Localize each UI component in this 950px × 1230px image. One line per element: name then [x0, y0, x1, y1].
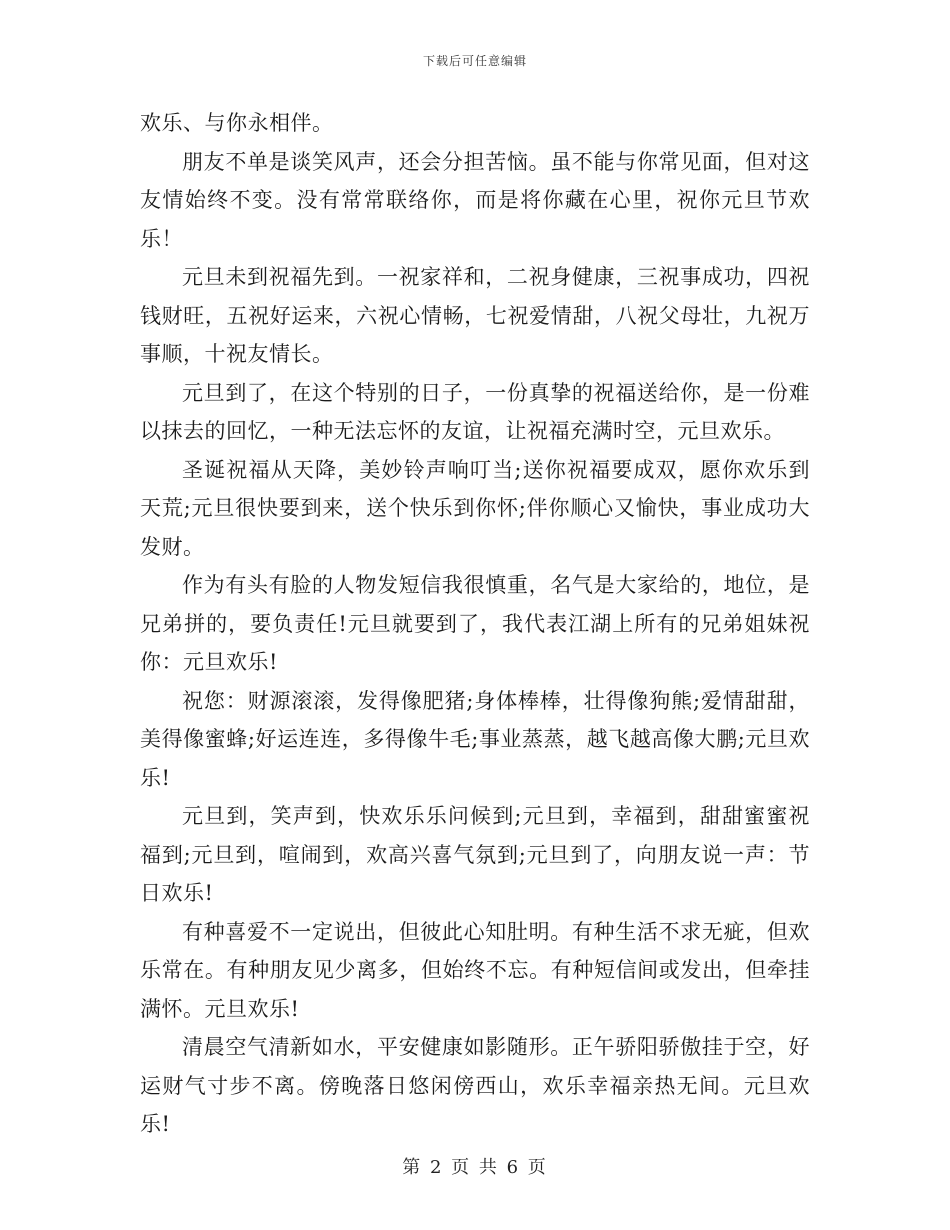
paragraph: 有种喜爱不一定说出，但彼此心知肚明。有种生活不求无疵，但欢乐常在。有种朋友见少离多，但始终不忘。有种短信间或发出，但牵挂满怀。元旦欢乐! [140, 919, 810, 1021]
paragraph: 元旦到，笑声到，快欢乐乐问候到;元旦到，幸福到，甜甜蜜蜜祝福到;元旦到，喧闹到，欢高兴喜气氛到;元旦到了，向朋友说一声：节日欢乐! [140, 804, 810, 905]
paragraph: 元旦到了，在这个特别的日子，一份真挚的祝福送给你，是一份难以抹去的回忆，一种无法忘怀的友谊，让祝福充满时空，元旦欢乐。 [140, 380, 810, 443]
footer-suffix: 页 [527, 1157, 548, 1178]
footer-total-pages: 6 [506, 1157, 521, 1178]
footer-prefix: 第 [402, 1157, 423, 1178]
footer-page-number: 2 [429, 1157, 444, 1178]
document-body [140, 104, 810, 1144]
paragraph: 朋友不单是谈笑风声，还会分担苦恼。虽不能与你常见面，但对这友情始终不变。没有常常联络你，而是将你藏在心里，祝你元旦节欢乐！ [140, 149, 810, 251]
paragraph-continuation: 欢乐、与你永相伴。 [140, 111, 334, 135]
paragraph: 元旦未到祝福先到。一祝家祥和，二祝身健康，三祝事成功，四祝钱财旺，五祝好运来，六祝心情畅，七祝爱情甜，八祝父母壮，九祝万事顺，十祝友情长。 [140, 265, 810, 366]
paragraph: 清晨空气清新如水，平安健康如影随形。正午骄阳骄傲挂于空，好运财气寸步不离。傍晚落日悠闲傍西山，欢乐幸福亲热无间。元旦欢乐! [140, 1035, 810, 1136]
paragraph: 祝您：财源滚滚，发得像肥猪;身体棒棒，壮得像狗熊;爱情甜甜，美得像蜜蜂;好运连连，多得像牛毛;事业蒸蒸，越飞越高像大鹏;元旦欢乐! [140, 688, 810, 790]
paragraph: 作为有头有脸的人物发短信我很慎重，名气是大家给的，地位，是兄弟拼的，要负责任!元旦就要到了，我代表江湖上所有的兄弟姐妹祝你：元旦欢乐! [140, 573, 810, 674]
footer-mid: 页 共 [451, 1157, 499, 1178]
page-header: 下载后可任意编辑 [422, 54, 527, 68]
page-footer [0, 1153, 950, 1179]
paragraph: 圣诞祝福从天降，美妙铃声响叮当;送你祝福要成双，愿你欢乐到天荒;元旦很快要到来，送个快乐到你怀;伴你顺心又愉快，事业成功大发财。 [140, 457, 810, 559]
